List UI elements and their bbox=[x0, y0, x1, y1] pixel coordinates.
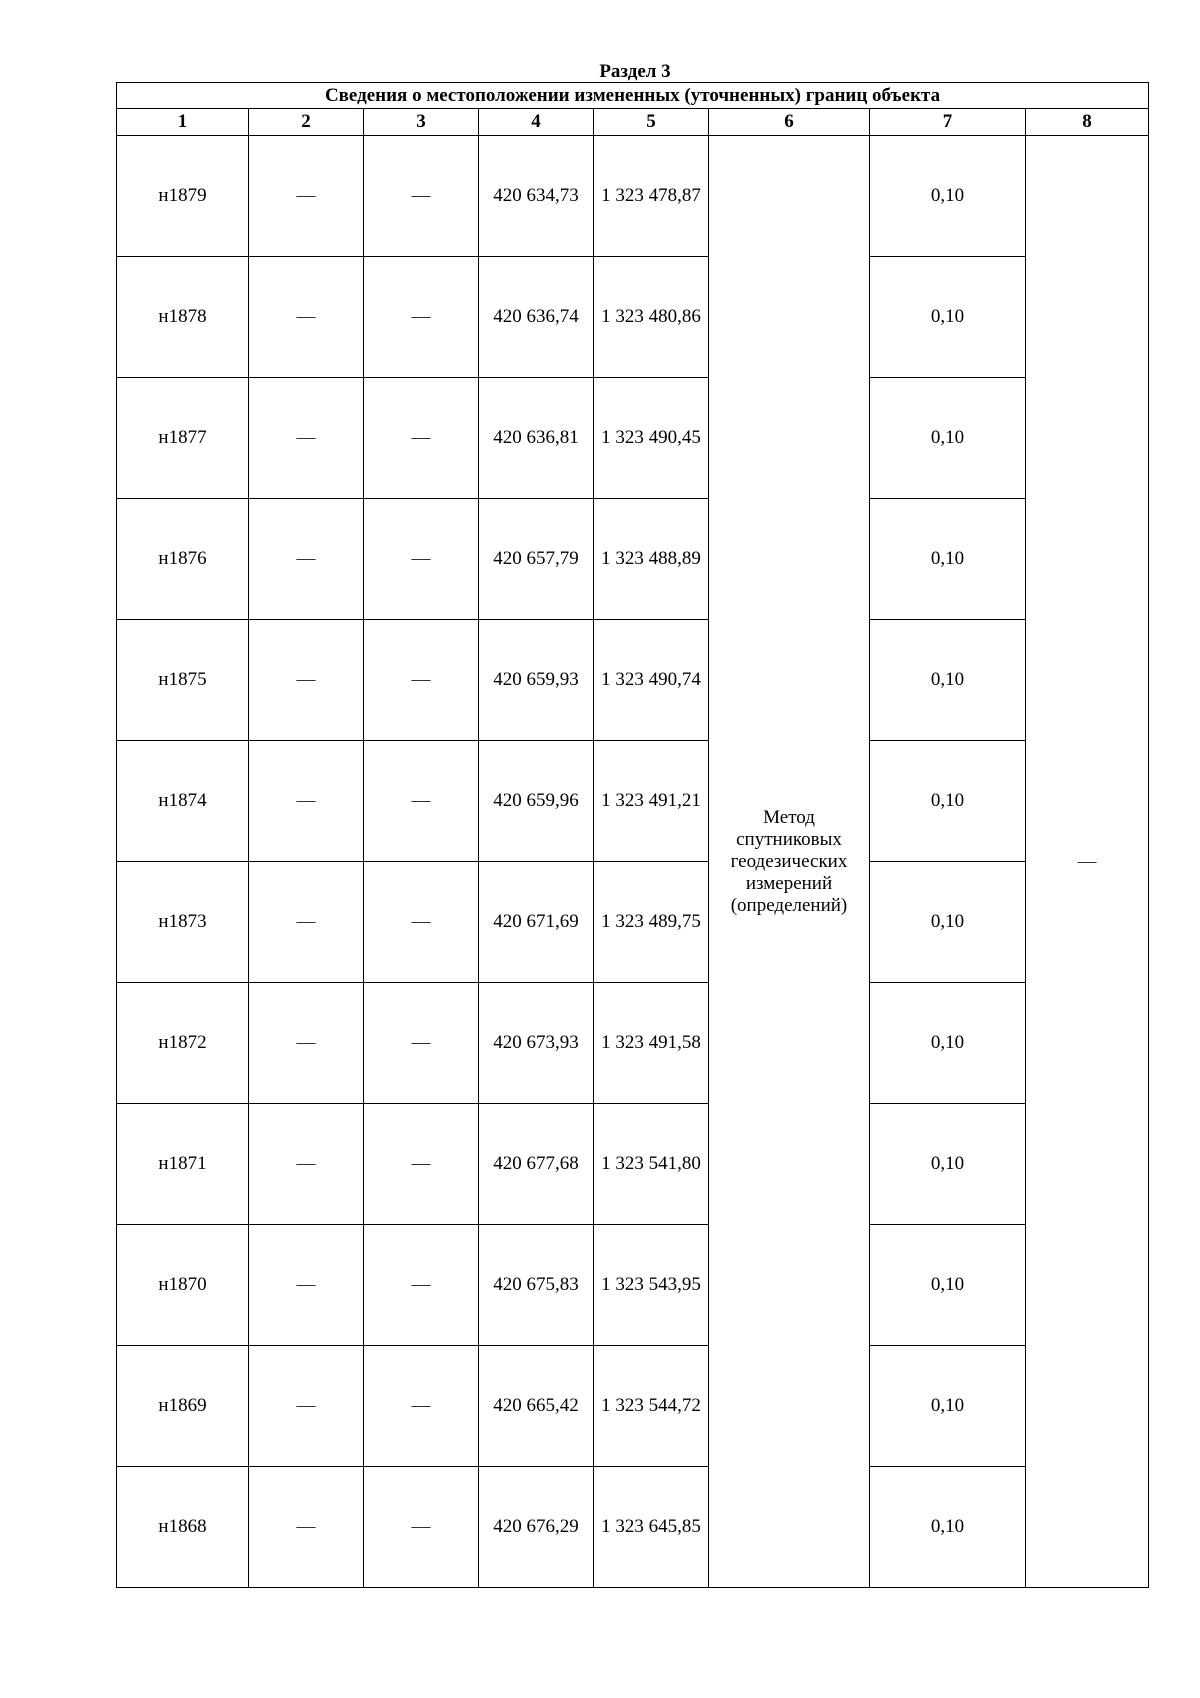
section-title: Раздел 3 bbox=[599, 61, 671, 82]
x-coordinate-cell: 420 659,93 bbox=[479, 620, 594, 741]
x-coordinate-cell: 420 665,42 bbox=[479, 1346, 594, 1467]
boundary-coordinates-table bbox=[116, 82, 1149, 1588]
column-3-cell: — bbox=[364, 741, 479, 862]
point-id-cell: н1879 bbox=[117, 136, 249, 257]
column-3-cell: — bbox=[364, 136, 479, 257]
table-row bbox=[117, 257, 1149, 378]
y-coordinate-cell: 1 323 490,45 bbox=[594, 378, 709, 499]
accuracy-cell: 0,10 bbox=[870, 499, 1026, 620]
point-id-cell: н1876 bbox=[117, 499, 249, 620]
accuracy-cell: 0,10 bbox=[870, 257, 1026, 378]
point-id-cell: н1877 bbox=[117, 378, 249, 499]
column-3-cell: — bbox=[364, 620, 479, 741]
column-3-cell: — bbox=[364, 1225, 479, 1346]
y-coordinate-cell: 1 323 645,85 bbox=[594, 1467, 709, 1588]
accuracy-cell: 0,10 bbox=[870, 741, 1026, 862]
column-3-cell: — bbox=[364, 1467, 479, 1588]
accuracy-cell: 0,10 bbox=[870, 1225, 1026, 1346]
column-2-cell: — bbox=[249, 1225, 364, 1346]
point-id-cell: н1870 bbox=[117, 1225, 249, 1346]
column-3-cell: — bbox=[364, 257, 479, 378]
point-id-cell: н1869 bbox=[117, 1346, 249, 1467]
column-2-cell: — bbox=[249, 983, 364, 1104]
point-id-cell: н1871 bbox=[117, 1104, 249, 1225]
accuracy-cell: 0,10 bbox=[870, 862, 1026, 983]
column-number-8: 8 bbox=[1026, 109, 1149, 136]
table-row bbox=[117, 983, 1149, 1104]
column-number-1: 1 bbox=[117, 109, 249, 136]
column-2-cell: — bbox=[249, 1346, 364, 1467]
x-coordinate-cell: 420 659,96 bbox=[479, 741, 594, 862]
point-id-cell: н1872 bbox=[117, 983, 249, 1104]
y-coordinate-cell: 1 323 489,75 bbox=[594, 862, 709, 983]
x-coordinate-cell: 420 671,69 bbox=[479, 862, 594, 983]
column-2-cell: — bbox=[249, 378, 364, 499]
accuracy-cell: 0,10 bbox=[870, 136, 1026, 257]
column-number-2: 2 bbox=[249, 109, 364, 136]
y-coordinate-cell: 1 323 478,87 bbox=[594, 136, 709, 257]
y-coordinate-cell: 1 323 544,72 bbox=[594, 1346, 709, 1467]
column-2-cell: — bbox=[249, 257, 364, 378]
table-row bbox=[117, 1346, 1149, 1467]
x-coordinate-cell: 420 636,74 bbox=[479, 257, 594, 378]
column-number-7: 7 bbox=[870, 109, 1026, 136]
method-text-line: Метод bbox=[763, 806, 815, 828]
column-number-6: 6 bbox=[709, 109, 870, 136]
column-number-4: 4 bbox=[479, 109, 594, 136]
accuracy-cell: 0,10 bbox=[870, 1346, 1026, 1467]
column-3-cell: — bbox=[364, 1104, 479, 1225]
x-coordinate-cell: 420 657,79 bbox=[479, 499, 594, 620]
y-coordinate-cell: 1 323 488,89 bbox=[594, 499, 709, 620]
table-row bbox=[117, 1104, 1149, 1225]
point-id-cell: н1873 bbox=[117, 862, 249, 983]
column-2-cell: — bbox=[249, 1104, 364, 1225]
column-2-cell: — bbox=[249, 620, 364, 741]
point-id-cell: н1878 bbox=[117, 257, 249, 378]
column-3-cell: — bbox=[364, 499, 479, 620]
x-coordinate-cell: 420 673,93 bbox=[479, 983, 594, 1104]
table-caption: Сведения о местоположении измененных (уточненных) границ объекта bbox=[117, 83, 1149, 109]
table-row bbox=[117, 1225, 1149, 1346]
table-row bbox=[117, 862, 1149, 983]
point-id-cell: н1875 bbox=[117, 620, 249, 741]
accuracy-cell: 0,10 bbox=[870, 378, 1026, 499]
method-text-line: геодезических bbox=[730, 850, 848, 872]
table-row bbox=[117, 499, 1149, 620]
column-3-cell: — bbox=[364, 378, 479, 499]
method-text-line: спутниковых bbox=[736, 828, 842, 850]
y-coordinate-cell: 1 323 480,86 bbox=[594, 257, 709, 378]
method-text-line: (определений) bbox=[730, 894, 848, 916]
method-text-line: измерений bbox=[745, 872, 833, 894]
table-row bbox=[117, 620, 1149, 741]
y-coordinate-cell: 1 323 491,21 bbox=[594, 741, 709, 862]
column-2-cell: — bbox=[249, 499, 364, 620]
column-number-row bbox=[117, 109, 1149, 136]
accuracy-cell: 0,10 bbox=[870, 1467, 1026, 1588]
x-coordinate-cell: 420 677,68 bbox=[479, 1104, 594, 1225]
table-row bbox=[117, 741, 1149, 862]
y-coordinate-cell: 1 323 490,74 bbox=[594, 620, 709, 741]
table-row bbox=[117, 1467, 1149, 1588]
column-8-cell: — bbox=[1026, 136, 1149, 1588]
column-number-5: 5 bbox=[594, 109, 709, 136]
table-row bbox=[117, 136, 1149, 257]
column-3-cell: — bbox=[364, 983, 479, 1104]
y-coordinate-cell: 1 323 491,58 bbox=[594, 983, 709, 1104]
y-coordinate-cell: 1 323 541,80 bbox=[594, 1104, 709, 1225]
column-2-cell: — bbox=[249, 1467, 364, 1588]
y-coordinate-cell: 1 323 543,95 bbox=[594, 1225, 709, 1346]
measurement-method-cell bbox=[709, 136, 870, 1588]
column-2-cell: — bbox=[249, 862, 364, 983]
accuracy-cell: 0,10 bbox=[870, 1104, 1026, 1225]
column-2-cell: — bbox=[249, 741, 364, 862]
x-coordinate-cell: 420 634,73 bbox=[479, 136, 594, 257]
column-3-cell: — bbox=[364, 862, 479, 983]
table-row bbox=[117, 378, 1149, 499]
x-coordinate-cell: 420 675,83 bbox=[479, 1225, 594, 1346]
accuracy-cell: 0,10 bbox=[870, 983, 1026, 1104]
column-number-3: 3 bbox=[364, 109, 479, 136]
column-3-cell: — bbox=[364, 1346, 479, 1467]
column-2-cell: — bbox=[249, 136, 364, 257]
x-coordinate-cell: 420 636,81 bbox=[479, 378, 594, 499]
accuracy-cell: 0,10 bbox=[870, 620, 1026, 741]
x-coordinate-cell: 420 676,29 bbox=[479, 1467, 594, 1588]
point-id-cell: н1874 bbox=[117, 741, 249, 862]
point-id-cell: н1868 bbox=[117, 1467, 249, 1588]
